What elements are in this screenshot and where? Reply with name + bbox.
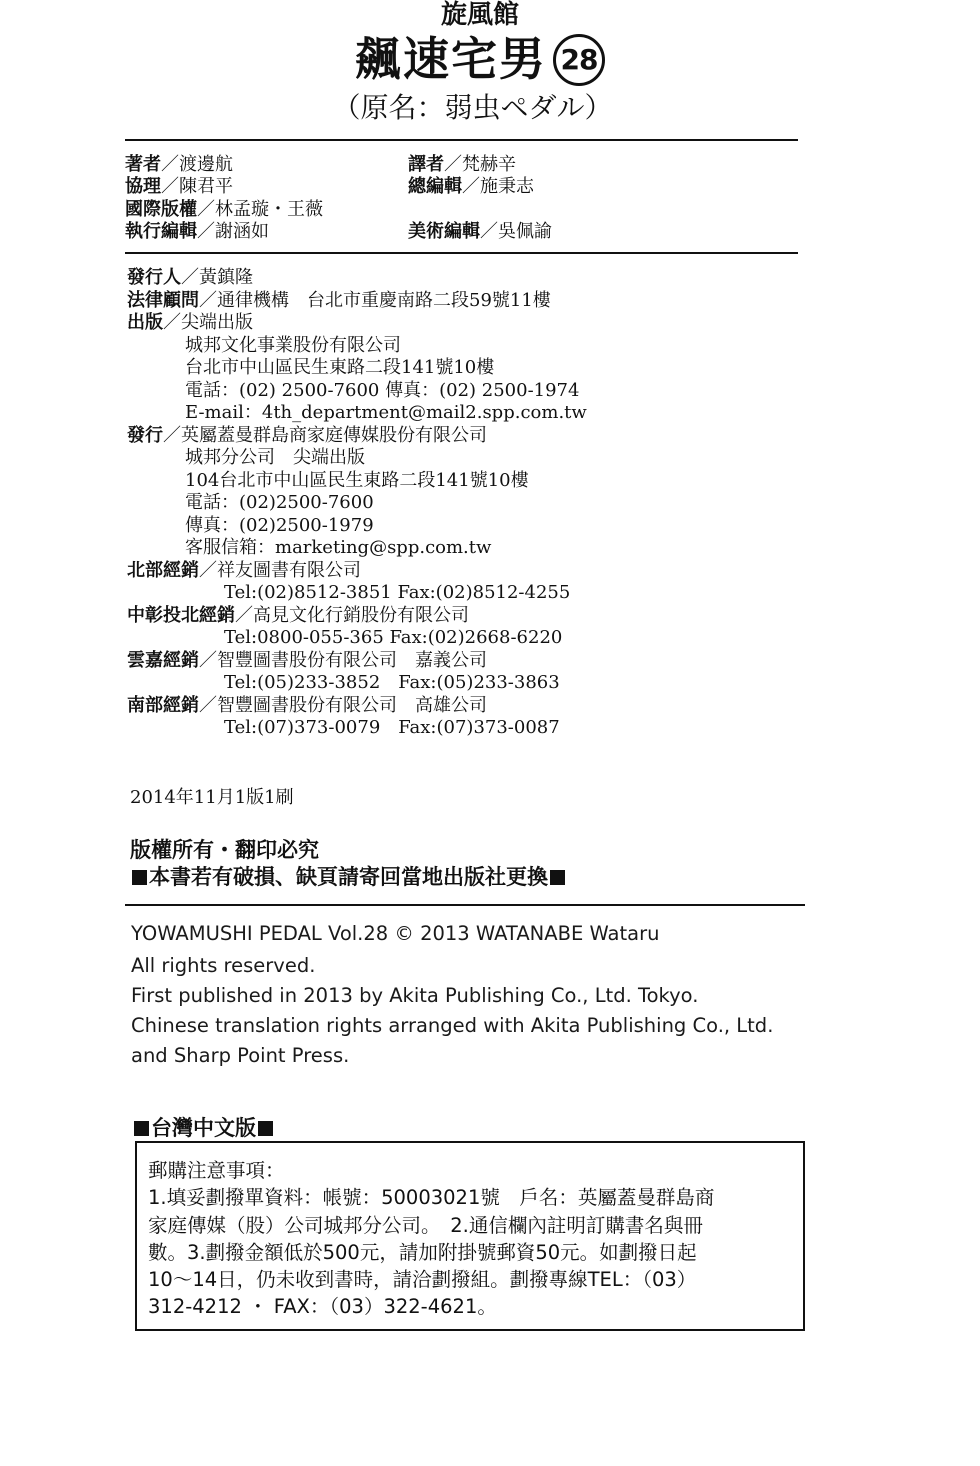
credit-label: 執行編輯: [125, 221, 197, 242]
rights-reserved: 版權所有・翻印必究: [130, 838, 319, 862]
mail-order-heading: 郵購注意事項：: [148, 1159, 285, 1182]
divider-top: [125, 139, 798, 141]
english-line: YOWAMUSHI PEDAL Vol.28 © 2013 WATANABE Wataru: [131, 922, 660, 945]
distribution-address: 104台北市中山區民生東路二段141號10樓: [185, 470, 529, 491]
publisher-phone: 電話：(02) 2500-7600 傳真：(02) 2500-1974: [185, 380, 580, 401]
credit-label: 著者: [125, 154, 161, 175]
damage-notice: [130, 863, 567, 891]
distribution-service-email: 客服信箱：marketing@spp.com.tw: [185, 537, 492, 558]
credit-value: 梵赫辛: [462, 154, 516, 175]
book-title-row: [0, 30, 960, 88]
divider-credits: [125, 252, 798, 254]
credit-label: 國際版權: [125, 199, 197, 220]
credit-label: 協理: [125, 176, 161, 197]
taiwan-edition-text: 台灣中文版: [151, 1116, 256, 1140]
english-line: and Sharp Point Press.: [131, 1044, 350, 1067]
credit-value: 陳君平: [179, 176, 233, 197]
info-label: 中彰投北經銷: [127, 605, 235, 626]
credit-label: 譯者: [408, 154, 444, 175]
dealer-central-contact: Tel:0800-055-365 Fax:(02)2668-6220: [224, 627, 563, 648]
credit-value: 渡邊航: [179, 154, 233, 175]
dealer-south-contact: Tel:(07)373-0079 Fax:(07)373-0087: [224, 717, 560, 738]
credit-label: 總編輯: [408, 176, 462, 197]
info-value: 黃鎮隆: [199, 267, 253, 288]
dealer-yunchia-contact: Tel:(05)233-3852 Fax:(05)233-3863: [224, 672, 560, 693]
mail-order-line: 312-4212 ・ FAX：（03）322-4621。: [148, 1295, 497, 1319]
distribution-phone: 電話：(02)2500-7600: [185, 492, 374, 513]
taiwan-edition-label: [132, 1114, 275, 1142]
info-value: 通律機構 台北市重慶南路二段59號11樓: [217, 290, 551, 311]
square-bullet-icon: [550, 870, 565, 885]
info-value: 尖端出版: [181, 312, 253, 333]
credit-value: 吳佩諭: [498, 221, 552, 242]
info-label: 南部經銷: [127, 695, 199, 716]
dealer-north: 北部經銷／祥友圖書有限公司: [127, 560, 361, 581]
mail-order-notice-box: [135, 1141, 805, 1331]
info-label: 北部經銷: [127, 560, 199, 581]
credit-intl-rights: 國際版權／林孟璇・王薇: [125, 199, 323, 220]
info-issuer: 發行人／黃鎮隆: [127, 267, 253, 288]
info-distribution: 發行／英屬蓋曼群島商家庭傳媒股份有限公司: [127, 425, 487, 446]
mail-order-line: 10～14日，仍未收到書時，請洽劃撥組。劃撥專線TEL：（03）: [148, 1268, 697, 1292]
credit-value: 謝涵如: [215, 221, 269, 242]
mail-order-notice: [148, 1157, 796, 1321]
info-value: 智豐圖書股份有限公司 嘉義公司: [217, 650, 487, 671]
square-bullet-icon: [132, 870, 147, 885]
publisher-address: 台北市中山區民生東路二段141號10樓: [185, 357, 495, 378]
print-date: 2014年11月1版1刷: [130, 787, 294, 808]
credit-value: 施秉志: [480, 176, 534, 197]
info-label: 雲嘉經銷: [127, 650, 199, 671]
dealer-yunchia: 雲嘉經銷／智豐圖書股份有限公司 嘉義公司: [127, 650, 487, 671]
credit-translator: 譯者／梵赫辛: [408, 154, 516, 175]
info-label: 發行: [127, 425, 163, 446]
info-value: 智豐圖書股份有限公司 高雄公司: [217, 695, 487, 716]
dealer-north-contact: Tel:(02)8512-3851 Fax:(02)8512-4255: [224, 582, 571, 603]
english-line: All rights reserved.: [131, 954, 316, 977]
info-label: 發行人: [127, 267, 181, 288]
damage-notice-text: 本書若有破損、缺頁請寄回當地出版社更換: [149, 865, 548, 889]
english-line: First published in 2013 by Akita Publishing Co., Ltd. Tokyo.: [131, 984, 699, 1007]
credit-art-editor: 美術編輯／吳佩諭: [408, 221, 552, 242]
mail-order-line: 1.填妥劃撥單資料：帳號：50003021號 戶名：英屬蓋曼群島商: [148, 1186, 715, 1210]
distribution-branch: 城邦分公司 尖端出版: [185, 447, 365, 468]
credit-value: 林孟璇・王薇: [215, 199, 323, 220]
publisher-email: E-mail：4th_department@mail2.spp.com.tw: [185, 402, 587, 423]
info-publishing: 出版／尖端出版: [127, 312, 253, 333]
info-label: 出版: [127, 312, 163, 333]
info-label: 法律顧問: [127, 290, 199, 311]
original-name: （原名：弱虫ペダル）: [332, 91, 613, 124]
credit-author: 著者／渡邊航: [125, 154, 233, 175]
info-legal: 法律顧問／通律機構 台北市重慶南路二段59號11樓: [127, 290, 551, 311]
mail-order-line: 家庭傳媒（股）公司城邦分公司。 2.通信欄內註明訂購書名與冊: [148, 1213, 703, 1237]
english-line: Chinese translation rights arranged with Akita Publishing Co., Ltd.: [131, 1014, 774, 1037]
volume-number: 28: [553, 34, 605, 86]
credit-exec-editor: 執行編輯／謝涵如: [125, 221, 269, 242]
mail-order-line: 數。3.劃撥金額低於500元，請加附掛號郵資50元。如劃撥日起: [148, 1240, 697, 1264]
info-value: 英屬蓋曼群島商家庭傳媒股份有限公司: [181, 425, 487, 446]
credit-assistant: 協理／陳君平: [125, 176, 233, 197]
square-bullet-icon: [134, 1121, 149, 1136]
dealer-central: 中彰投北經銷／高見文化行銷股份有限公司: [127, 605, 469, 626]
info-value: 祥友圖書有限公司: [217, 560, 361, 581]
divider-english: [125, 904, 805, 906]
info-value: 高見文化行銷股份有限公司: [253, 605, 469, 626]
credit-label: 美術編輯: [408, 221, 480, 242]
credit-chief-editor: 總編輯／施秉志: [408, 176, 534, 197]
dealer-south: 南部經銷／智豐圖書股份有限公司 高雄公司: [127, 695, 487, 716]
book-title: 飆速宅男: [355, 32, 547, 86]
distribution-fax: 傳真：(02)2500-1979: [185, 515, 374, 536]
square-bullet-icon: [258, 1121, 273, 1136]
publisher-company: 城邦文化事業股份有限公司: [185, 335, 401, 356]
publisher-name: 旋風館: [440, 0, 519, 30]
